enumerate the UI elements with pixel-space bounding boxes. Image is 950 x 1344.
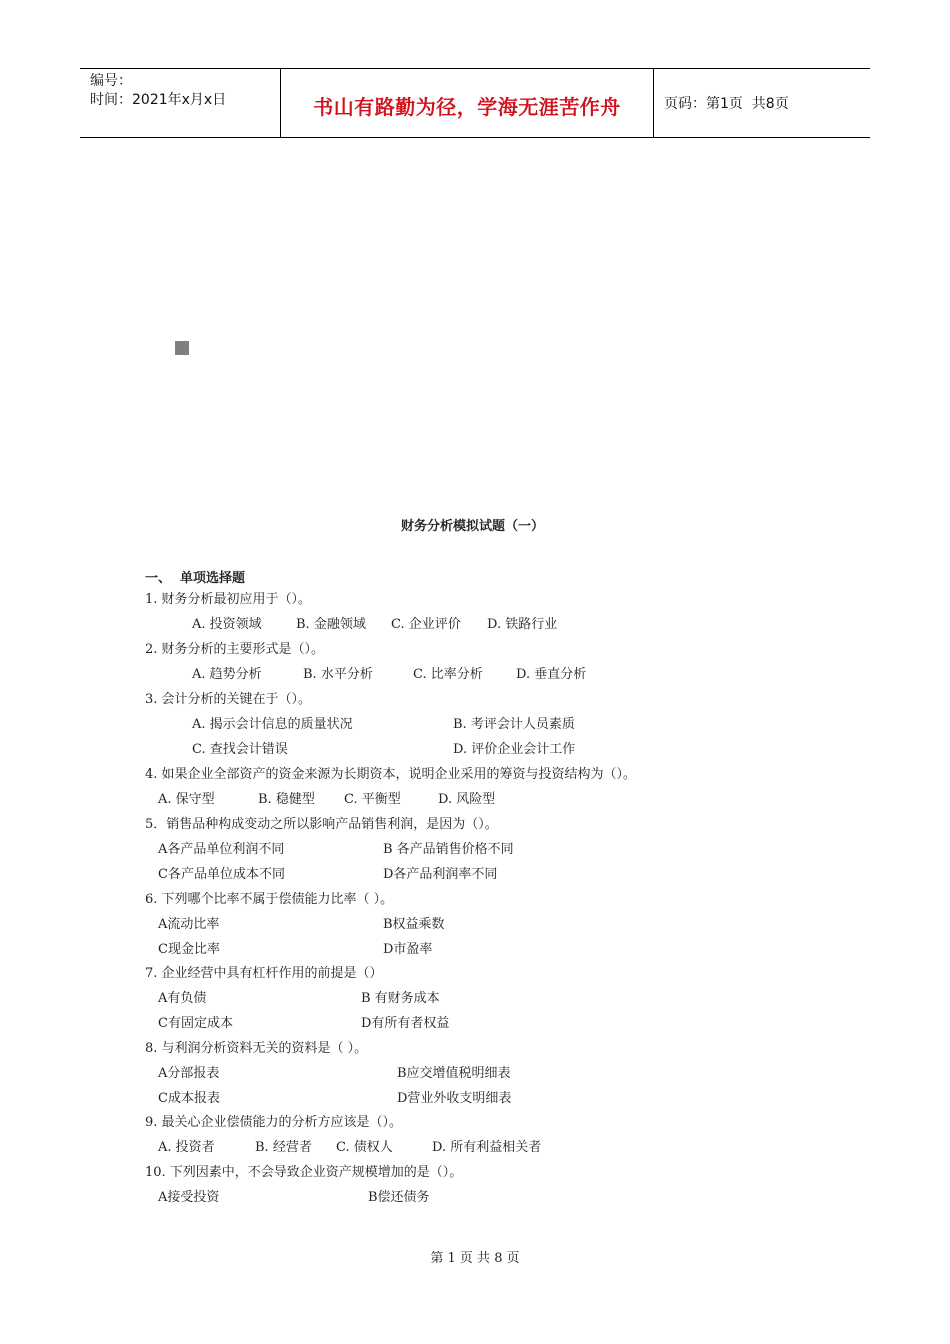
- option: B偿还债务: [368, 1190, 430, 1205]
- option: C. 平衡型: [344, 792, 401, 807]
- option: D各产品利润率不同: [383, 867, 498, 882]
- option: C各产品单位成本不同: [158, 867, 285, 882]
- option: A接受投资: [158, 1190, 220, 1205]
- header-middle-cell: [281, 69, 654, 137]
- question-6-text: 6. 下列哪个比率不属于偿债能力比率（ ）。: [145, 892, 394, 907]
- option: C成本报表: [158, 1091, 220, 1106]
- option: B 有财务成本: [361, 991, 440, 1006]
- option: C. 比率分析: [413, 667, 483, 682]
- option: B应交增值税明细表: [397, 1066, 511, 1081]
- section-heading: [145, 567, 245, 586]
- option: B权益乘数: [383, 917, 445, 932]
- footer-page-number: 第 1 页 共 8 页: [430, 1251, 520, 1266]
- header-motto: 书山有路勤为径，学海无涯苦作舟: [313, 94, 621, 119]
- question-2-text: 2. 财务分析的主要形式是（）。: [145, 642, 325, 657]
- option: D. 风险型: [438, 792, 496, 807]
- option: C. 债权人: [336, 1140, 393, 1155]
- option: B. 考评会计人员素质: [453, 717, 575, 732]
- option: B. 经营者: [255, 1140, 312, 1155]
- question-7-text: 7. 企业经营中具有杠杆作用的前提是（）: [145, 966, 383, 981]
- option: A各产品单位利润不同: [158, 842, 285, 857]
- option: A. 投资者: [158, 1140, 215, 1155]
- option: D有所有者权益: [361, 1016, 450, 1031]
- option: B. 水平分析: [303, 667, 373, 682]
- question-3-text: 3. 会计分析的关键在于（）。: [145, 692, 312, 707]
- option: D市盈率: [383, 942, 433, 957]
- option: B. 金融领域: [296, 617, 366, 632]
- question-1-text: 1. 财务分析最初应用于（）。: [145, 592, 312, 607]
- option: A. 投资领域: [192, 617, 262, 632]
- number-label: 编号：: [90, 73, 132, 89]
- header-page-info: 页码：第1页 共8页: [664, 96, 789, 112]
- option: B 各产品销售价格不同: [383, 842, 514, 857]
- option: A. 趋势分析: [192, 667, 262, 682]
- option: A有负债: [158, 991, 207, 1006]
- option: A. 揭示会计信息的质量状况: [192, 717, 353, 732]
- header-left-cell: [80, 69, 281, 137]
- document-title: 财务分析模拟试题（一）: [400, 519, 544, 534]
- option: D营业外收支明细表: [397, 1091, 512, 1106]
- option: C现金比率: [158, 942, 220, 957]
- option: C有固定成本: [158, 1016, 233, 1031]
- question-9-text: 9. 最关心企业偿债能力的分析方应该是（）。: [145, 1115, 403, 1130]
- option: D. 垂直分析: [516, 667, 587, 682]
- question-5-text: 5．销售品种构成变动之所以影响产品销售利润，是因为（）。: [145, 817, 498, 832]
- option: B. 稳健型: [258, 792, 315, 807]
- page-footer: [0, 1247, 950, 1266]
- option: A. 保守型: [158, 792, 215, 807]
- option: A流动比率: [158, 917, 220, 932]
- gray-square-marker: [175, 341, 189, 355]
- option: D. 铁路行业: [487, 617, 558, 632]
- option: C. 企业评价: [391, 617, 461, 632]
- date-label: 时间：2021年x月x日: [90, 92, 227, 108]
- question-10-text: 10. 下列因素中，不会导致企业资产规模增加的是（）。: [145, 1165, 463, 1180]
- page-header: [80, 68, 870, 138]
- section-number: 一、: [145, 571, 172, 586]
- option: D. 评价企业会计工作: [453, 742, 576, 757]
- option: D. 所有利益相关者: [432, 1140, 542, 1155]
- option: A分部报表: [158, 1066, 220, 1081]
- question-8-text: 8. 与利润分析资料无关的资料是（ ）。: [145, 1041, 368, 1056]
- option: C. 查找会计错误: [192, 742, 288, 757]
- section-title: 单项选择题: [180, 571, 246, 586]
- question-4-text: 4. 如果企业全部资产的资金来源为长期资本，说明企业采用的筹资与投资结构为（）。: [145, 767, 637, 782]
- header-right-cell: [654, 69, 870, 137]
